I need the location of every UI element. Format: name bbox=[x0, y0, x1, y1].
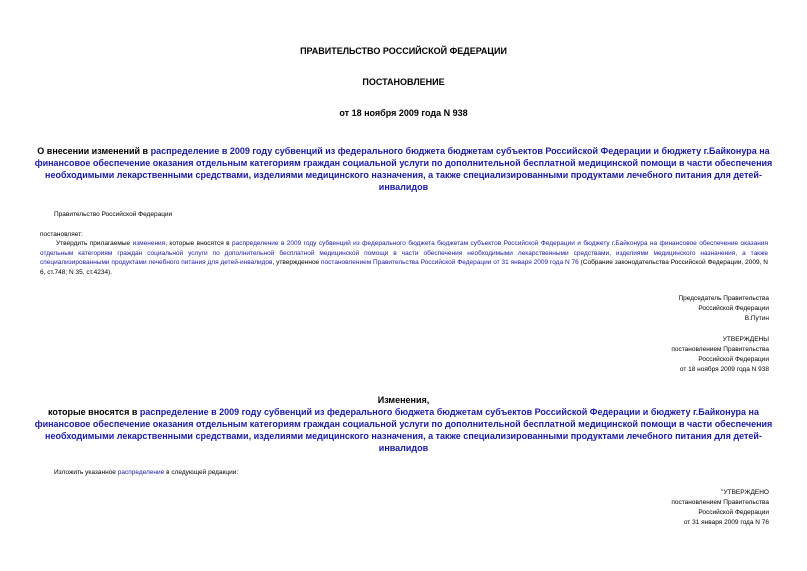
approved-2-line-1: "УТВЕРЖДЕНО bbox=[721, 489, 769, 496]
instruction-distribution-link[interactable]: распределение bbox=[117, 469, 165, 476]
decree-title-prefix: О внесении изменений в bbox=[37, 146, 151, 156]
approved-1-line-1: УТВЕРЖДЕНЫ bbox=[722, 336, 769, 343]
p1-text-a: Утвердить прилагаемые bbox=[56, 240, 133, 247]
signature-name: В.Путин bbox=[744, 315, 769, 322]
decree-title bbox=[30, 145, 777, 193]
approved-1-line-2: постановлением Правительства bbox=[671, 346, 769, 353]
decrees-word: постановляет: bbox=[40, 231, 83, 238]
approved-block-2 bbox=[671, 488, 769, 528]
instruction-text-a: Изложить указанное bbox=[54, 469, 118, 476]
approved-block-1 bbox=[671, 335, 769, 375]
signature-line-2: Российской Федерации bbox=[698, 305, 769, 312]
changes-title bbox=[30, 394, 777, 454]
decree-76-link[interactable]: постановлением Правительства Российской Федерации от 31 января 2009 года N 76 bbox=[321, 259, 579, 266]
approved-2-line-3: Российской Федерации bbox=[698, 509, 769, 516]
changes-prefix: которые вносятся в bbox=[48, 407, 140, 417]
changes-distribution-link[interactable]: распределение в 2009 году субвенций из федерального бюджета бюджетам субъектов Российской Федерации и бюджету г.Байконура на финансовое обеспечение оказания отдельным категориям граждан социальной услуги по дополнительной бесплатной медицинской помощи в части обеспечения необходимыми лекарственными средствами, изделиями медицинского назначения, а также специализированными продуктами лечебного питания для детей-инвалидов bbox=[34, 407, 773, 453]
signature-block bbox=[678, 294, 769, 324]
decree-date-number: от 18 ноября 2009 года N 938 bbox=[339, 108, 468, 118]
government-heading: ПРАВИТЕЛЬСТВО РОССИЙСКОЙ ФЕДЕРАЦИИ bbox=[300, 46, 507, 56]
approved-2-line-2: постановлением Правительства bbox=[671, 499, 769, 506]
p1-text-b: , которые вносятся в bbox=[165, 240, 233, 247]
decree-paragraph-1 bbox=[40, 239, 768, 277]
changes-heading: Изменения, bbox=[377, 395, 430, 405]
instruction-line bbox=[54, 468, 238, 478]
instruction-text-b: в следующей редакции: bbox=[164, 469, 239, 476]
government-line: Правительство Российской Федерации bbox=[54, 211, 173, 218]
approved-1-line-4: от 18 ноября 2009 года N 938 bbox=[679, 366, 769, 373]
p1-text-c: , утвержденное bbox=[272, 259, 322, 266]
distribution-link[interactable]: распределение в 2009 году субвенций из федерального бюджета бюджетам субъектов Российской Федерации и бюджету г.Байконура на финансовое обеспечение оказания отдельным категориям граждан социальной услуги по дополнительной бесплатной медицинской помощи в части обеспечения необходимыми лекарственными средствами, изделиями медицинского назначения, а также специализированными продуктами лечебного питания для детей-инвалидов bbox=[40, 240, 768, 266]
approved-1-line-3: Российской Федерации bbox=[698, 356, 769, 363]
signature-line-1: Председатель Правительства bbox=[678, 295, 769, 302]
p1-text-d: (Собрание законодательства Российской Федерации, 2009, N 6, ст.748; N 35, ст.4234). bbox=[40, 259, 768, 276]
changes-link[interactable]: изменения bbox=[132, 240, 166, 247]
approved-2-line-4: от 31 января 2009 года N 76 bbox=[683, 519, 769, 526]
doc-type-heading: ПОСТАНОВЛЕНИЕ bbox=[362, 77, 445, 87]
decree-title-link[interactable]: распределение в 2009 году субвенций из федерального бюджета бюджетам субъектов Российской Федерации и бюджету г.Байконура на финансовое обеспечение оказания отдельным категориям граждан социальной услуги по дополнительной бесплатной медицинской помощи в части обеспечения необходимыми лекарственными средствами, изделиями медицинского назначения, а также специализированными продуктами лечебного питания для детей-инвалидов bbox=[34, 146, 773, 192]
